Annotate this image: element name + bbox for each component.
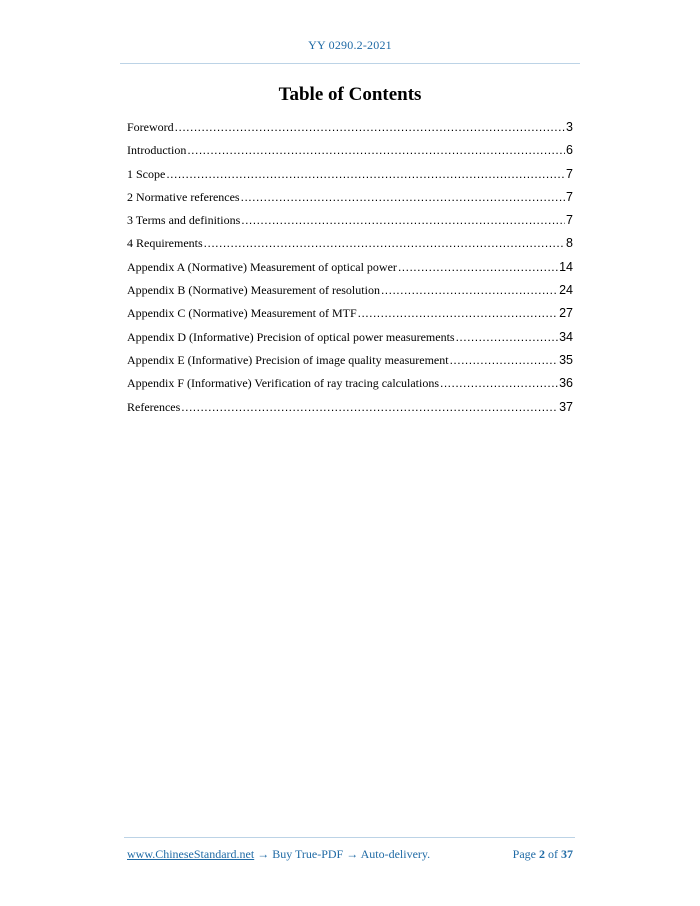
dot-leader [204,235,565,251]
toc-entry-label: Foreword [127,120,174,134]
toc-entry-label: Appendix D (Informative) Precision of optical power measurements [127,329,455,344]
dot-leader [456,329,559,345]
toc-entry-label: References [127,399,181,414]
toc-entry-label: Appendix B (Normative) Measurement of resolution [127,283,380,298]
website-link[interactable]: www.ChineseStandard.net [127,847,255,861]
toc-entry-page: 7 [566,189,573,204]
header-divider [120,63,580,64]
toc-entry-page: 3 [566,120,573,134]
footer-divider [124,837,575,838]
toc-entry-references[interactable] [127,399,573,422]
toc-entry-page: 6 [566,143,573,158]
dot-leader [166,166,565,182]
toc-entry-appendix-c[interactable] [127,305,573,328]
toc-entry-label: 1 Scope [127,166,166,181]
toc-entry-requirements[interactable] [127,235,573,258]
footer-promo [127,847,430,862]
page-word: Page [512,847,536,861]
toc-entry-label: Appendix A (Normative) Measurement of optical power [127,259,397,274]
toc-entry-page: 14 [559,259,573,274]
dot-leader [450,352,559,368]
toc-entry-page: 27 [559,306,573,321]
toc-entry-terms-and-definitions[interactable] [127,212,573,235]
page-of-word: of [548,847,558,861]
dot-leader [241,212,565,228]
toc-entry-appendix-b[interactable] [127,282,573,305]
toc-entry-label: Introduction [127,143,187,158]
document-code-header: YY 0290.2-2021 [308,38,392,52]
dot-leader [241,189,565,205]
dot-leader [381,282,558,298]
toc-entry-page: 7 [566,213,573,228]
dot-leader [440,375,558,391]
toc-entry-label: Appendix C (Normative) Measurement of MTF [127,306,357,321]
dot-leader [398,259,558,275]
dot-leader [187,142,565,158]
auto-delivery-text: Auto-delivery. [360,847,431,861]
arrow-right-icon: → [257,847,270,861]
toc-entry-page: 7 [566,166,573,181]
toc-entry-label: 4 Requirements [127,236,203,251]
current-page-number: 2 [539,847,545,861]
page-number [513,847,573,862]
toc-entry-page: 36 [559,376,573,391]
toc-entry-scope[interactable] [127,166,573,189]
toc-entry-appendix-a[interactable] [127,259,573,282]
toc-entry-introduction[interactable] [127,142,573,165]
toc-entry-page: 37 [559,399,573,414]
buy-pdf-link[interactable]: Buy True-PDF [272,847,344,861]
dot-leader [175,119,565,135]
toc-entry-page: 8 [566,236,573,251]
toc-entry-label: Appendix F (Informative) Verification of ray tracing calculations [127,376,440,391]
page-footer [127,847,573,862]
toc-entry-label: 3 Terms and definitions [127,213,241,228]
toc-list [127,119,573,422]
toc-entry-normative-references[interactable] [127,189,573,212]
toc-entry-page: 34 [559,329,573,344]
toc-entry-appendix-f[interactable] [127,375,573,398]
toc-entry-page: 35 [559,352,573,367]
toc-entry-page: 24 [559,283,573,298]
toc-entry-appendix-e[interactable] [127,352,573,375]
toc-entry-label: Appendix E (Informative) Precision of image quality measurement [127,352,449,367]
arrow-right-icon: → [346,847,359,861]
total-page-number: 37 [561,847,573,861]
dot-leader [358,305,558,321]
toc-entry-label: 2 Normative references [127,189,240,204]
toc-entry-appendix-d[interactable] [127,329,573,352]
dot-leader [181,399,558,415]
toc-entry-foreword[interactable] [127,119,573,142]
page-title: Table of Contents [278,84,422,105]
